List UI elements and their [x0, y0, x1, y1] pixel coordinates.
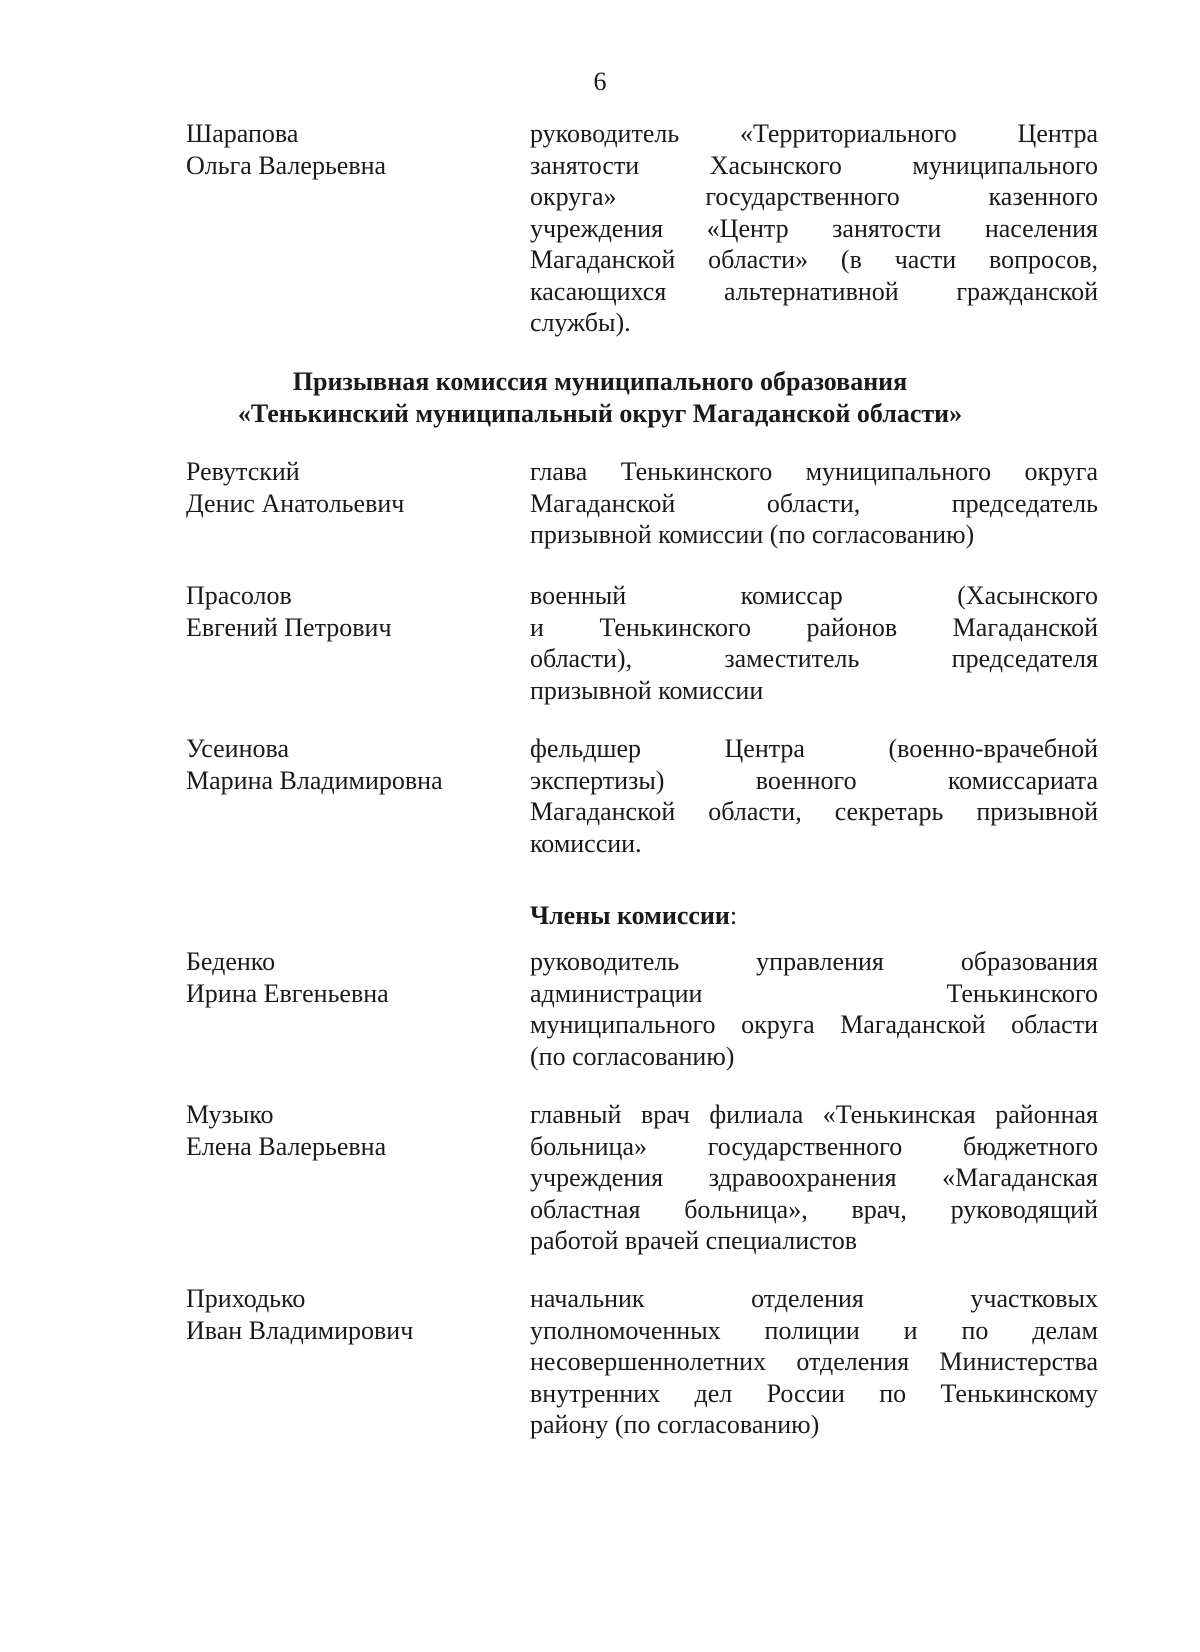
- role-line: Магаданской области» (в части вопросов,: [530, 245, 1098, 274]
- role-line: главный врач филиала «Тенькинская районная: [530, 1100, 1098, 1129]
- given-names: Марина Владимировна: [186, 765, 443, 795]
- given-names: Елена Валерьевна: [186, 1131, 387, 1161]
- role-line: призывной комиссии: [530, 675, 764, 705]
- role-line: занятости Хасынского муниципального: [530, 150, 1098, 180]
- role-line: касающихся альтернативной гражданской: [530, 276, 1098, 306]
- role-line: Магаданской области, секретарь призывной: [530, 797, 1098, 826]
- role-line: работой врачей специалистов: [530, 1226, 857, 1255]
- members-heading-colon: :: [729, 901, 738, 930]
- members-heading-label: Члены комиссии: [530, 901, 730, 930]
- role-line: службы).: [530, 308, 631, 337]
- surname: Ревутский: [186, 457, 300, 486]
- given-names: Денис Анатольевич: [186, 488, 405, 518]
- role-line: военный комиссар (Хасынского: [530, 581, 1098, 610]
- members-heading: [530, 900, 737, 932]
- role-line: руководитель управления образования: [530, 947, 1098, 976]
- given-names: Ольга Валерьевна: [186, 150, 387, 180]
- role-line: учреждения здравоохранения «Магаданская: [530, 1163, 1098, 1192]
- surname: Прасолов: [186, 581, 292, 610]
- person-role: [530, 733, 1098, 859]
- given-names: Ирина Евгеньевна: [186, 978, 389, 1008]
- role-line: областная больница», врач, руководящий: [530, 1194, 1098, 1224]
- role-line: призывной комиссии (по согласованию): [530, 520, 975, 549]
- person-name: [186, 1099, 506, 1162]
- given-names: Иван Владимирович: [186, 1315, 414, 1345]
- person-role: [530, 456, 1098, 551]
- role-line: учреждения «Центр занятости населения: [530, 213, 1098, 243]
- surname: Приходько: [186, 1284, 306, 1313]
- role-line: администрации Тенькинского: [530, 978, 1098, 1008]
- person-name: [186, 1283, 506, 1346]
- person-role: [530, 1099, 1098, 1257]
- person-name: [186, 118, 506, 181]
- role-line: области), заместитель председателя: [530, 644, 1098, 673]
- surname: Шарапова: [186, 119, 299, 148]
- role-line: району (по согласованию): [530, 1410, 820, 1439]
- role-line: больница» государственного бюджетного: [530, 1131, 1098, 1161]
- role-line: (по согласованию): [530, 1041, 735, 1071]
- given-names: Евгений Петрович: [186, 612, 392, 642]
- role-line: несовершеннолетних отделения Министерства: [530, 1347, 1098, 1376]
- person-role: [530, 946, 1098, 1072]
- role-line: комиссии.: [530, 828, 642, 858]
- person-name: [186, 580, 506, 643]
- section-heading: [0, 366, 1200, 430]
- person-role: [530, 118, 1098, 339]
- role-line: глава Тенькинского муниципального округа: [530, 457, 1098, 486]
- role-line: муниципального округа Магаданской области: [530, 1010, 1098, 1039]
- surname: Усеинова: [186, 734, 289, 763]
- role-line: экспертизы) военного комиссариата: [530, 765, 1098, 795]
- person-name: [186, 946, 506, 1009]
- role-line: начальник отделения участковых: [530, 1284, 1098, 1313]
- role-line: внутренних дел России по Тенькинскому: [530, 1378, 1098, 1408]
- surname: Музыко: [186, 1100, 274, 1129]
- section-heading-line: «Тенькинский муниципальный округ Магаданской области»: [237, 399, 963, 428]
- person-role: [530, 1283, 1098, 1441]
- page-number: 6: [593, 67, 607, 96]
- section-heading-line: Призывная комиссия муниципального образования: [292, 367, 908, 396]
- surname: Беденко: [186, 947, 276, 976]
- role-line: уполномоченных полиции и по делам: [530, 1315, 1098, 1345]
- role-line: фельдшер Центра (военно-врачебной: [530, 734, 1098, 763]
- person-name: [186, 733, 506, 796]
- role-line: округа» государственного казенного: [530, 182, 1098, 211]
- role-line: Магаданской области, председатель: [530, 488, 1098, 518]
- role-line: руководитель «Территориального Центра: [530, 119, 1098, 148]
- role-line: и Тенькинского районов Магаданской: [530, 612, 1098, 642]
- person-role: [530, 580, 1098, 706]
- person-name: [186, 456, 506, 519]
